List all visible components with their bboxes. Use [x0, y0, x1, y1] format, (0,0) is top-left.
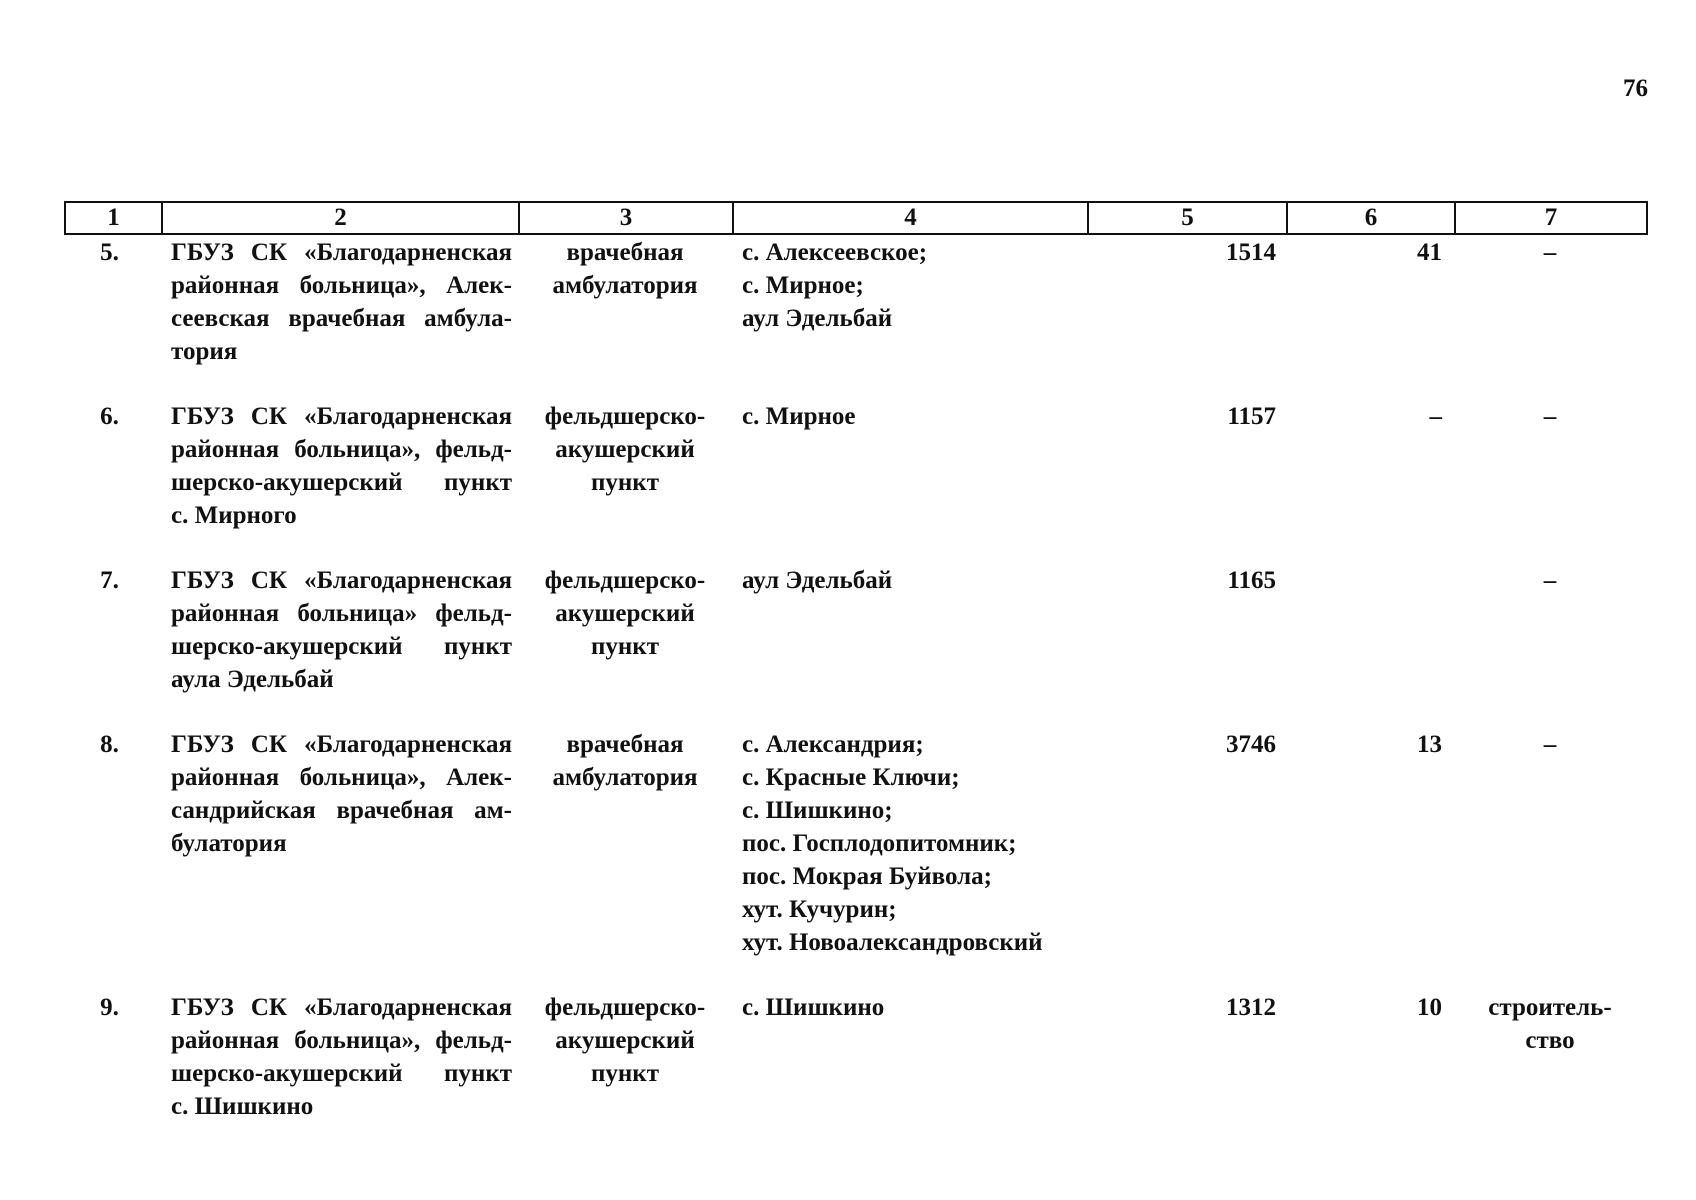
column-7-line: строитель-	[1488, 994, 1612, 1021]
column-7-line: –	[1543, 403, 1557, 430]
table-row	[64, 400, 1646, 564]
column-7-line: –	[1543, 567, 1557, 594]
column-header-4: 4	[733, 202, 1088, 234]
name-line: с. Шишкино	[171, 1093, 314, 1120]
column-header-3: 3	[519, 202, 733, 234]
type-line: пункт	[591, 633, 659, 660]
place-line: пос. Госплодопитомник;	[742, 830, 1017, 857]
name-line: шерско-акушерский пункт	[171, 633, 512, 660]
institution-name	[161, 991, 518, 1123]
column-6-value: –	[1429, 403, 1442, 430]
column-7-value	[1454, 991, 1646, 1123]
column-6-value: 41	[1417, 239, 1442, 266]
place-line: пос. Мокрая Буйвола;	[742, 863, 993, 890]
place-line: с. Шишкино;	[742, 797, 893, 824]
name-line: шерско-акушерский пункт	[171, 1060, 512, 1087]
institution-type	[518, 400, 732, 564]
institution-type	[518, 236, 732, 400]
name-line: ГБУЗ СК «Благодарненская	[171, 239, 512, 266]
type-line: врачебная	[566, 239, 684, 266]
name-line: шерско-акушерский пункт	[171, 469, 512, 496]
name-line: районная больница» фельд-	[171, 600, 512, 627]
column-7-value	[1454, 400, 1646, 564]
column-7-line: –	[1543, 239, 1557, 266]
table-row	[64, 236, 1646, 400]
column-5-value: 1157	[1227, 403, 1276, 430]
row-number: 5.	[100, 239, 119, 266]
name-line: сеевская врачебная амбула-	[171, 305, 512, 332]
table-body	[64, 236, 1646, 1123]
institution-type	[518, 728, 732, 991]
institution-name	[161, 236, 518, 400]
column-6-value: 13	[1417, 731, 1442, 758]
place-line: с. Мирное	[742, 403, 856, 430]
served-places	[732, 400, 1087, 564]
row-number: 6.	[100, 403, 119, 430]
name-line: сандрийская врачебная ам-	[171, 797, 512, 824]
place-line: аул Эдельбай	[742, 567, 893, 594]
column-7-line: –	[1543, 731, 1557, 758]
place-line: хут. Новоалександровский	[742, 929, 1043, 956]
column-6-value: 10	[1417, 994, 1442, 1021]
type-line: фельдшерско-	[544, 567, 706, 594]
institution-name	[161, 728, 518, 991]
name-line: районная больница», Алек-	[171, 764, 512, 791]
place-line: с. Мирное;	[742, 272, 864, 299]
name-line: ГБУЗ СК «Благодарненская	[171, 567, 512, 594]
column-header-1: 1	[65, 202, 162, 234]
column-header-row	[65, 202, 1647, 234]
served-places	[732, 236, 1087, 400]
institution-type	[518, 991, 732, 1123]
column-5-value: 1165	[1227, 567, 1276, 594]
column-header-table	[64, 201, 1648, 235]
type-line: амбулатория	[552, 764, 698, 791]
name-line: районная больница», фельд-	[171, 1027, 512, 1054]
name-line: булатория	[171, 830, 287, 857]
column-7-line: ство	[1525, 1027, 1575, 1054]
type-line: врачебная	[566, 731, 684, 758]
institution-name	[161, 400, 518, 564]
name-line: ГБУЗ СК «Благодарненская	[171, 994, 512, 1021]
type-line: акушерский	[555, 600, 695, 627]
name-line: с. Мирного	[171, 502, 297, 529]
place-line: с. Александрия;	[742, 731, 924, 758]
type-line: фельдшерско-	[544, 994, 706, 1021]
type-line: акушерский	[555, 436, 695, 463]
name-line: районная больница», Алек-	[171, 272, 512, 299]
page-number: 76	[1623, 75, 1648, 102]
type-line: пункт	[591, 469, 659, 496]
column-5-value: 3746	[1226, 731, 1276, 758]
row-number: 8.	[100, 731, 119, 758]
table-row	[64, 728, 1646, 991]
name-line: ГБУЗ СК «Благодарненская	[171, 403, 512, 430]
column-5-value: 1312	[1226, 994, 1276, 1021]
served-places	[732, 991, 1087, 1123]
place-line: аул Эдельбай	[742, 305, 893, 332]
place-line: хут. Кучурин;	[742, 896, 897, 923]
institution-type	[518, 564, 732, 728]
column-6-value	[1286, 564, 1454, 728]
row-number: 7.	[100, 567, 119, 594]
column-header-5: 5	[1088, 202, 1287, 234]
column-header-6: 6	[1287, 202, 1455, 234]
column-header-2: 2	[162, 202, 519, 234]
column-7-value	[1454, 564, 1646, 728]
column-header-7: 7	[1455, 202, 1647, 234]
type-line: фельдшерско-	[544, 403, 706, 430]
served-places	[732, 564, 1087, 728]
place-line: с. Красные Ключи;	[742, 764, 960, 791]
place-line: с. Шишкино	[742, 994, 885, 1021]
served-places	[732, 728, 1087, 991]
column-7-value	[1454, 236, 1646, 400]
place-line: с. Алексеевское;	[742, 239, 928, 266]
institution-name	[161, 564, 518, 728]
row-number: 9.	[100, 994, 119, 1021]
type-line: амбулатория	[552, 272, 698, 299]
name-line: районная больница», фельд-	[171, 436, 512, 463]
name-line: ГБУЗ СК «Благодарненская	[171, 731, 512, 758]
type-line: акушерский	[555, 1027, 695, 1054]
name-line: тория	[171, 338, 238, 365]
type-line: пункт	[591, 1060, 659, 1087]
table-row	[64, 564, 1646, 728]
column-7-value	[1454, 728, 1646, 991]
column-5-value: 1514	[1226, 239, 1276, 266]
table-row	[64, 991, 1646, 1123]
name-line: аула Эдельбай	[171, 666, 334, 693]
